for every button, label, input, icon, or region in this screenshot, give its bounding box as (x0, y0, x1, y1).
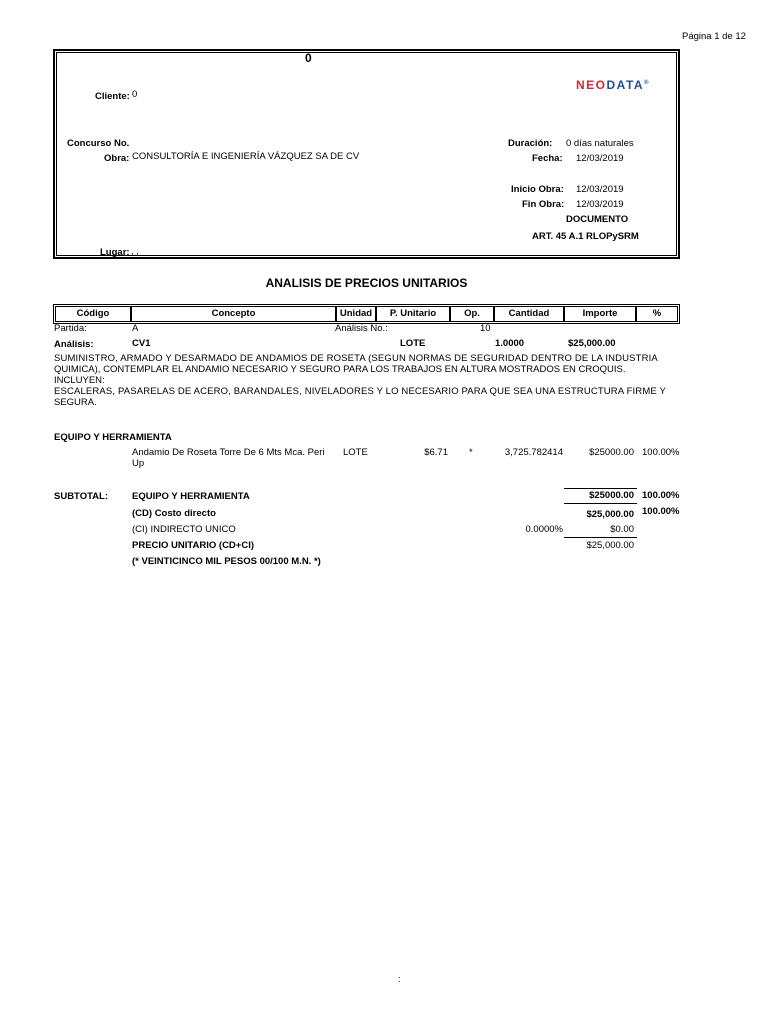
logo-part2: DATA (606, 78, 645, 92)
item-concepto (132, 447, 325, 469)
partida-value: A (132, 323, 139, 334)
item-concepto-line: Andamio De Roseta Torre De 6 Mts Mca. Peri (132, 447, 325, 458)
concurso-label: Concurso No. (67, 138, 130, 149)
footer-mark: : (398, 974, 401, 985)
item-porcentaje: 100.00% (642, 447, 680, 458)
documento-label: DOCUMENTO (566, 214, 629, 225)
description-line: INCLUYEN: (54, 375, 105, 386)
cd-porcentaje: 100.00% (642, 506, 680, 517)
importe-letra: (* VEINTICINCO MIL PESOS 00/100 M.N. *) (132, 556, 321, 567)
description-line: QUIMICA), CONTEMPLAR EL ANDAMIO NECESARIO Y SEGURO PARA LOS TRABAJOS EN ALTURA MOSTRADOS EN CROQUIS. (54, 364, 626, 375)
item-cantidad: 3,725.782414 (504, 447, 563, 458)
subtotal-name: EQUIPO Y HERRAMIENTA (132, 491, 250, 502)
fecha-label: Fecha: (532, 153, 563, 164)
analisis-importe: $25,000.00 (568, 338, 616, 349)
pu-value: $25,000.00 (586, 540, 634, 551)
inicio-label: Inicio Obra: (511, 184, 564, 195)
item-importe: $25000.00 (589, 447, 634, 458)
lugar-label: Lugar: (100, 247, 130, 258)
description-line: SEGURA. (54, 397, 97, 408)
logo-mark: ® (644, 80, 650, 86)
subtotal-bottom-rule (564, 503, 637, 504)
subtotal-importe: $25000.00 (589, 490, 634, 501)
analisis-no-label: Análisis No.: (335, 323, 388, 334)
cd-value: $25,000.00 (586, 509, 634, 520)
item-concepto-line: Up (132, 458, 145, 469)
cliente-value: 0 (132, 89, 138, 100)
analisis-no-value: 10 (480, 323, 491, 334)
analisis-cantidad: 1.0000 (495, 338, 525, 349)
pu-label: PRECIO UNITARIO (CD+CI) (132, 540, 255, 551)
inicio-value: 12/03/2019 (576, 184, 624, 195)
item-op: * (469, 447, 473, 458)
description-line: ESCALERAS, PASARELAS DE ACERO, BARANDALES, NIVELADORES Y LO NECESARIO PARA QUE SEA UNA ESTRUCTURA FIRME Y (54, 386, 666, 397)
obra-label: Obra: (104, 153, 130, 164)
ci-value: $0.00 (610, 524, 634, 535)
page-label: Página 1 de 12 (682, 31, 746, 42)
cliente-label: Cliente: (95, 91, 130, 102)
lugar-value: , , (131, 246, 139, 257)
col-header-p-unitario: P. Unitario (376, 306, 450, 322)
item-unidad: LOTE (343, 447, 368, 458)
cd-label: (CD) Costo directo (132, 508, 216, 519)
ci-porcentaje: 0.0000% (525, 524, 563, 535)
document-title: ANALISIS DE PRECIOS UNITARIOS (265, 276, 468, 290)
analisis-code: CV1 (132, 338, 151, 349)
logo-part1: NEO (576, 78, 607, 92)
partida-label: Partida: (54, 323, 87, 334)
obra-value: CONSULTORÍA E INGENIERÍA VÁZQUEZ SA DE CV (132, 151, 360, 162)
col-header-importe: Importe (564, 306, 636, 322)
subtotal-porcentaje: 100.00% (642, 490, 680, 501)
col-header-op: Op. (450, 306, 494, 322)
neodata-logo (576, 78, 650, 92)
col-header-porcentaje: % (636, 306, 678, 322)
description-line: SUMINISTRO, ARMADO Y DESARMADO DE ANDAMIOS DE ROSETA (SEGUN NORMAS DE SEGURIDAD DENTRO DE LA INDUSTRIA (54, 353, 658, 364)
col-header-codigo: Código (55, 306, 131, 322)
subtotal-rule (564, 488, 637, 489)
ci-rule (564, 537, 637, 538)
col-header-cantidad: Cantidad (494, 306, 564, 322)
section-title: EQUIPO Y HERRAMIENTA (54, 432, 172, 443)
art-label: ART. 45 A.1 RLOPySRM (532, 231, 639, 242)
fin-value: 12/03/2019 (576, 199, 624, 210)
duracion-label: Duración: (508, 138, 553, 149)
col-header-concepto: Concepto (131, 306, 336, 322)
analisis-label: Análisis: (54, 339, 94, 350)
header-top-value: 0 (305, 51, 312, 65)
fecha-value: 12/03/2019 (576, 153, 624, 164)
subtotal-label: SUBTOTAL: (54, 491, 109, 502)
analisis-description (54, 353, 666, 408)
fin-label: Fin Obra: (522, 199, 565, 210)
ci-label: (CI) INDIRECTO UNICO (132, 524, 236, 535)
item-precio: $6.71 (424, 447, 448, 458)
col-header-unidad: Unidad (336, 306, 376, 322)
duracion-value: 0 días naturales (566, 138, 634, 149)
analisis-unidad: LOTE (400, 338, 426, 349)
